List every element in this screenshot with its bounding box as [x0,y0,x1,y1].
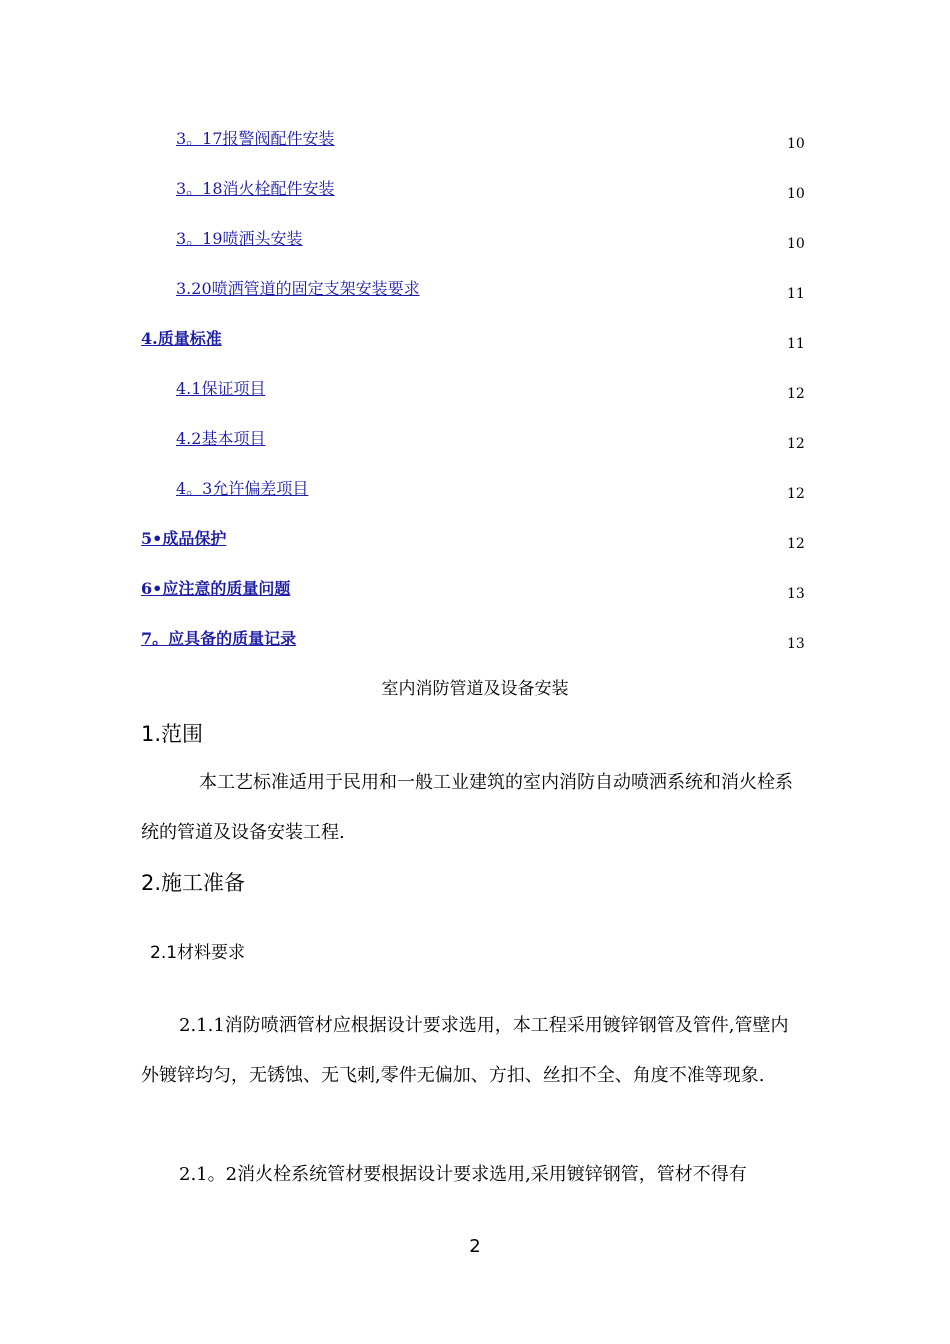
toc-link[interactable]: 7。应具备的质量记录 [141,629,297,648]
toc-page-number: 10 [787,186,805,202]
toc-page-number: 12 [787,386,805,402]
toc-page-number: 12 [787,486,805,502]
toc-link[interactable]: 4。3允许偏差项目 [176,479,309,498]
toc-link[interactable]: 4.1保证项目 [176,379,266,398]
materials-item-1-text: 2.1.1消防喷洒管材应根据设计要求选用，本工程采用镀锌钢管及管件,管壁内外镀锌均匀，无锈蚀、无飞刺,零件无偏加、方扣、丝扣不全、角度不准等现象. [141,1015,789,1086]
toc-link[interactable]: 3。17报警阀配件安装 [176,129,335,148]
materials-item-2-text: 2.1。2消火栓系统管材要根据设计要求选用,采用镀锌钢管，管材不得有 [179,1164,747,1185]
section-heading-preparation: 2.施工准备 [141,871,246,895]
toc-page-number: 12 [787,536,805,552]
toc-page-number: 10 [787,136,805,152]
toc-page-number: 11 [787,286,805,302]
materials-item-2 [141,1150,806,1200]
toc-link[interactable]: 3.20喷洒管道的固定支架安装要求 [176,279,420,298]
toc-page-number: 13 [787,636,805,652]
toc-page-number: 13 [787,586,805,602]
toc-link[interactable]: 5•成品保护 [141,529,227,548]
materials-item-1 [141,1001,806,1101]
document-title: 室内消防管道及设备安装 [381,679,569,699]
toc-link[interactable]: 4.质量标准 [141,329,222,348]
toc-link[interactable]: 4.2基本项目 [176,429,266,448]
scope-text: 本工艺标准适用于民用和一般工业建筑的室内消防自动喷洒系统和消火栓系统的管道及设备安装工程. [141,772,793,843]
toc-page-number: 10 [787,236,805,252]
toc-link[interactable]: 3。19喷洒头安装 [176,229,303,248]
toc-page-number: 11 [787,336,805,352]
subsection-heading-materials: 2.1材料要求 [150,943,246,963]
toc-link[interactable]: 6•应注意的质量问题 [141,579,291,598]
page-number: 2 [469,1236,481,1257]
section-heading-scope: 1.范围 [141,722,204,746]
toc-link[interactable]: 3。18消火栓配件安装 [176,179,335,198]
toc-page-number: 12 [787,436,805,452]
scope-paragraph [141,758,806,858]
